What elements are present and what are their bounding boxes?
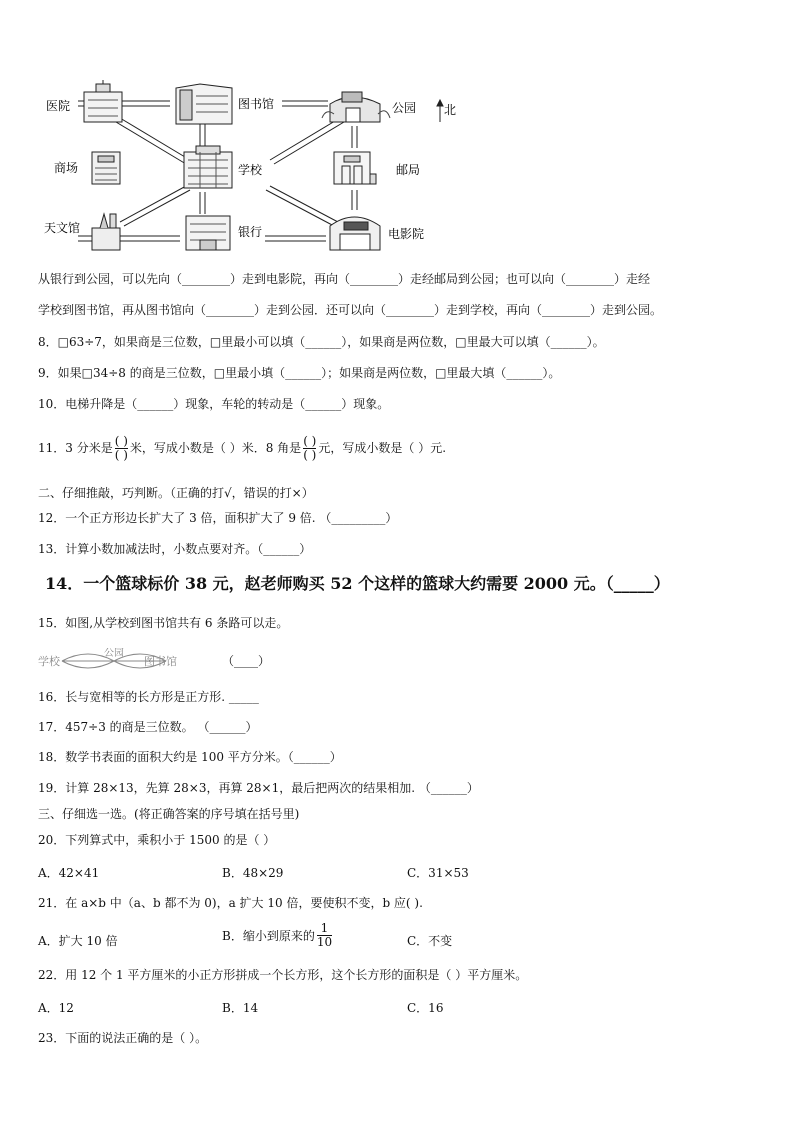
q15-label-park: 公园	[104, 648, 124, 659]
q11-frac2-den: ( )	[303, 448, 317, 462]
q11-fraction-2	[303, 435, 316, 462]
hospital-building-icon	[84, 80, 122, 122]
map-label-observatory: 天文馆	[44, 221, 81, 235]
q7-line2: 学校到图书馆，再从图书馆向（________）走到公园．还可以向（________）走到学校，再向（________）走到公园。	[38, 303, 663, 317]
q21-option-c: C．不变	[407, 934, 453, 948]
q21-option-b-text: B．缩小到原来的	[222, 929, 315, 943]
bank-building-icon	[186, 216, 230, 250]
map-label-hospital: 医院	[46, 99, 71, 113]
q21-frac-num: 1	[320, 921, 329, 935]
map-label-post-office: 邮局	[396, 163, 421, 177]
question-17: 17．457÷3 的商是三位数。 （______）	[38, 720, 258, 734]
q21-option-b	[222, 922, 334, 949]
q11-text-2: 米，写成小数是（ ）米．8 角是	[129, 441, 302, 455]
q22-option-c: C．16	[407, 1001, 444, 1015]
map-label-north: 北	[444, 103, 457, 117]
section-3-heading: 三、仔细选一选。(将正确答案的序号填在括号里)	[38, 807, 300, 821]
route-map-figure	[0, 0, 794, 260]
q11-frac1-den: ( )	[114, 448, 128, 462]
q15-label-library: 图书馆	[144, 655, 177, 668]
question-19: 19．计算 28×13，先算 28×3，再算 28×1，最后把两次的结果相加. （______）	[38, 781, 479, 795]
map-label-mall: 商场	[54, 161, 79, 175]
q15-answer-blank: （____）	[222, 654, 271, 668]
q21-frac-den: 10	[316, 935, 333, 949]
map-label-school: 学校	[238, 163, 263, 177]
q11-frac2-num: ( )	[303, 434, 317, 448]
map-label-bank: 银行	[238, 225, 263, 239]
map-label-library: 图书馆	[238, 97, 275, 111]
map-label-cinema: 电影院	[388, 227, 425, 241]
question-21: 21．在 a×b 中（a、b 都不为 0)，a 扩大 10 倍，要使积不变，b 应( ).	[38, 896, 423, 910]
q15-label-school: 学校	[38, 655, 60, 668]
library-building-icon	[176, 84, 232, 124]
q21-option-a: A．扩大 10 倍	[38, 934, 118, 948]
q20-option-c: C．31×53	[407, 866, 469, 880]
question-12: 12．一个正方形边长扩大了 3 倍，面积扩大了 9 倍. （_________）	[38, 511, 398, 525]
map-label-park: 公园	[392, 101, 417, 115]
q22-option-a: A．12	[38, 1001, 74, 1015]
q11-fraction-1	[115, 435, 128, 462]
question-11	[38, 430, 446, 466]
q11-text-3: 元，写成小数是（ ）元.	[318, 441, 447, 455]
q20-option-b: B．48×29	[222, 866, 284, 880]
q22-option-b: B．14	[222, 1001, 259, 1015]
question-22: 22．用 12 个 1 平方厘米的小正方形拼成一个长方形，这个长方形的面积是（ ）平方厘米。	[38, 968, 528, 982]
observatory-building-icon	[92, 214, 120, 250]
question-15: 15．如图,从学校到图书馆共有 6 条路可以走。	[38, 616, 289, 630]
q11-frac1-num: ( )	[114, 434, 128, 448]
q20-option-a: A．42×41	[38, 866, 100, 880]
question-10: 10．电梯升降是（______）现象，车轮的转动是（______）现象。	[38, 397, 390, 411]
q21-option-b-fraction	[317, 922, 332, 949]
question-23: 23．下面的说法正确的是（ ）。	[38, 1031, 208, 1045]
question-9: 9．如果□34÷8 的商是三位数，□里最小填（______）；如果商是两位数，□里最大填（______）。	[38, 366, 561, 380]
question-20: 20．下列算式中，乘积小于 1500 的是（ ）	[38, 833, 276, 847]
question-8: 8．□63÷7，如果商是三位数，□里最小可以填（______），如果商是两位数，□里最大可以填（______）。	[38, 335, 605, 349]
post-office-building-icon	[334, 152, 376, 184]
question-18: 18．数学书表面的面积大约是 100 平方分米。（______）	[38, 750, 342, 764]
cinema-building-icon	[330, 217, 380, 250]
question-14: 14．一个篮球标价 38 元，赵老师购买 52 个这样的篮球大约需要 2000 元。（_____）	[45, 574, 670, 593]
q15-route-figure	[38, 648, 298, 674]
park-gate-icon	[322, 92, 390, 122]
q11-text-1: 11．3 分米是	[38, 441, 113, 455]
section-2-heading: 二、仔细推敲，巧判断。（正确的打√，错误的打×）	[38, 486, 314, 500]
question-16: 16．长与宽相等的长方形是正方形. _____	[38, 690, 259, 704]
question-13: 13．计算小数加减法时，小数点要对齐。（______）	[38, 542, 312, 556]
q7-line1: 从银行到公园，可以先向（________）走到电影院，再向（________）走经邮局到公园；也可以向（________）走经	[38, 272, 651, 286]
school-building-icon	[184, 146, 232, 188]
mall-building-icon	[92, 152, 120, 184]
north-arrow-icon	[437, 100, 443, 122]
